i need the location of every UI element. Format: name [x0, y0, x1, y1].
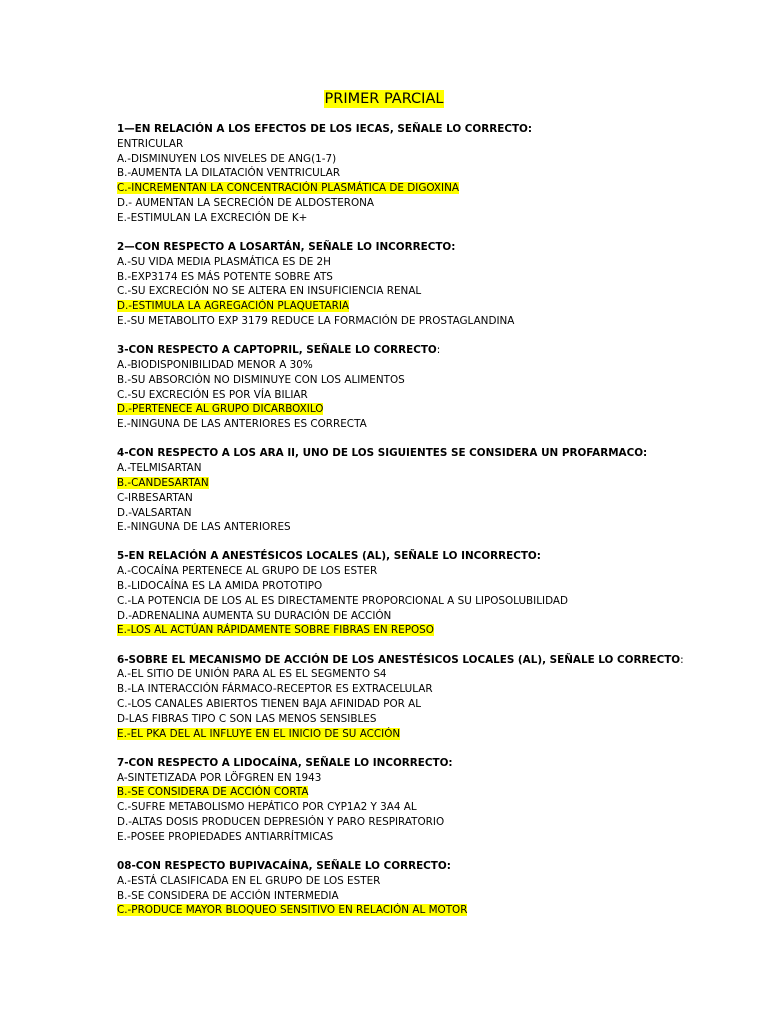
question-heading-text: 5-EN RELACIÓN A ANESTÉSICOS LOCALES (AL), SEÑALE LO INCORRECTO:: [117, 550, 541, 563]
question-heading-tail: :: [436, 344, 441, 357]
question-heading-text: 1—EN RELACIÓN A LOS EFECTOS DE LOS IECAS, SEÑALE LO CORRECTO:: [117, 123, 533, 135]
answer-option: [117, 830, 728, 845]
answer-option: [117, 771, 728, 786]
answer-option-text: C.-SU EXCRECIÓN NO SE ALTERA EN INSUFICIENCIA RENAL: [117, 285, 422, 298]
answer-option-text: C-IRBESARTAN: [117, 491, 193, 504]
answer-option: [117, 211, 728, 226]
answer-option: [117, 181, 728, 196]
answer-option: [117, 520, 728, 535]
answer-option-text: C.-SUFRE METABOLISMO HEPÁTICO POR CYP1A2 Y 3A4 AL: [117, 801, 417, 814]
question-heading: [117, 343, 728, 358]
question-heading: [117, 653, 728, 668]
question-heading: [117, 122, 728, 137]
answer-option-text-highlighted: C.-PRODUCE MAYOR BLOQUEO SENSITIVO EN RELACIÓN AL MOTOR: [117, 904, 468, 917]
answer-option-text-highlighted: B.-CANDESARTAN: [117, 476, 209, 489]
question-heading-text: 08-CON RESPECTO BUPIVACAÍNA, SEÑALE LO CORRECTO:: [117, 860, 451, 872]
question-heading-tail: :: [680, 653, 684, 666]
answer-option-text: B.-AUMENTA LA DILATACIÓN VENTRICULAR: [117, 167, 341, 180]
answer-option: [117, 785, 728, 800]
page-title: PRIMER PARCIAL: [324, 91, 444, 107]
answer-option: [117, 903, 728, 918]
answer-option: [117, 388, 728, 403]
question-heading-text: 7-CON RESPECTO A LIDOCAÍNA, SEÑALE LO INCORRECTO:: [117, 756, 453, 769]
answer-option: [117, 682, 728, 697]
answer-option: [117, 417, 728, 432]
answer-option-text: ENTRICULAR: [117, 137, 184, 150]
answer-option-text: A.-TELMISARTAN: [117, 462, 202, 475]
answer-option-text: B.-EXP3174 ES MÁS POTENTE SOBRE ATS: [117, 270, 333, 283]
answer-option-text: C.-SU EXCRECIÓN ES POR VÍA BILIAR: [117, 388, 308, 401]
answer-option-text-highlighted: E.-EL PKA DEL AL INFLUYE EN EL INICIO DE SU ACCIÓN: [117, 727, 401, 740]
answer-option: [117, 874, 728, 889]
answer-option-text: E.-ESTIMULAN LA EXCRECIÓN DE K+: [117, 211, 308, 224]
question-block: [117, 756, 728, 845]
answer-option-text: B.-SU ABSORCIÓN NO DISMINUYE CON LOS ALIMENTOS: [117, 373, 405, 386]
answer-option: [117, 506, 728, 521]
answer-option: [117, 196, 728, 211]
answer-option-text: A.-DISMINUYEN LOS NIVELES DE ANG(1-7): [117, 152, 337, 165]
answer-option: [117, 402, 728, 417]
answer-option-text: A.-ESTÁ CLASIFICADA EN EL GRUPO DE LOS ESTER: [117, 874, 381, 887]
answer-option: [117, 727, 728, 742]
question-block: [117, 122, 728, 226]
answer-option-text: D.-ADRENALINA AUMENTA SU DURACIÓN DE ACCIÓN: [117, 609, 392, 622]
answer-option: [117, 491, 728, 506]
question-block: [117, 446, 728, 535]
answer-option-text: B.-LA INTERACCIÓN FÁRMACO-RECEPTOR ES EXTRACELULAR: [117, 683, 433, 696]
answer-option-text-highlighted: E.-LOS AL ACTÚAN RÁPIDAMENTE SOBRE FIBRAS EN REPOSO: [117, 624, 434, 637]
answer-option: [117, 667, 728, 682]
answer-option: [117, 815, 728, 830]
answer-option: [117, 889, 728, 904]
answer-option-text-highlighted: B.-SE CONSIDERA DE ACCIÓN CORTA: [117, 786, 309, 799]
answer-option-text: B.-LIDOCAÍNA ES LA AMIDA PROTOTIPO: [117, 580, 323, 593]
question-heading: [117, 756, 728, 771]
answer-option-text: D.- AUMENTAN LA SECRECIÓN DE ALDOSTERONA: [117, 196, 375, 209]
answer-option-text: E.-POSEE PROPIEDADES ANTIARRÍTMICAS: [117, 830, 334, 843]
answer-option-text: E.-SU METABOLITO EXP 3179 REDUCE LA FORMACIÓN DE PROSTAGLANDINA: [117, 314, 515, 327]
question-heading-text: 2—CON RESPECTO A LOSARTÁN, SEÑALE LO INCORRECTO:: [117, 240, 456, 253]
answer-option-text: D-LAS FIBRAS TIPO C SON LAS MENOS SENSIBLES: [117, 712, 377, 725]
answer-option-text: D.-ALTAS DOSIS PRODUCEN DEPRESIÓN Y PARO RESPIRATORIO: [117, 816, 445, 829]
question-heading: [117, 240, 728, 255]
question-list: [117, 122, 728, 918]
answer-option-text-highlighted: D.-ESTIMULA LA AGREGACIÓN PLAQUETARIA: [117, 300, 349, 313]
answer-option: [117, 697, 728, 712]
title-block: [0, 88, 768, 114]
answer-option-text: C.-LOS CANALES ABIERTOS TIENEN BAJA AFINIDAD POR AL: [117, 698, 422, 711]
question-heading-text: 4-CON RESPECTO A LOS ARA II, UNO DE LOS SIGUIENTES SE CONSIDERA UN PROFARMACO:: [117, 447, 648, 460]
answer-option: [117, 299, 728, 314]
answer-option: [117, 609, 728, 624]
answer-option: [117, 314, 728, 329]
answer-option: [117, 712, 728, 727]
question-heading-text: 6-SOBRE EL MECANISMO DE ACCIÓN DE LOS ANESTÉSICOS LOCALES (AL), SEÑALE LO CORRECTO: [117, 653, 681, 666]
answer-option-text: E.-NINGUNA DE LAS ANTERIORES ES CORRECTA: [117, 418, 367, 431]
question-heading: [117, 446, 728, 461]
answer-option-text: A.-SU VIDA MEDIA PLASMÁTICA ES DE 2H: [117, 255, 331, 268]
answer-option-text: A.-BIODISPONIBILIDAD MENOR A 30%: [117, 358, 313, 371]
answer-option: [117, 255, 728, 270]
answer-option-text: D.-VALSARTAN: [117, 506, 192, 519]
question-block: [117, 240, 728, 329]
answer-option-text: A.-EL SITIO DE UNIÓN PARA AL ES EL SEGMENTO S4: [117, 668, 387, 681]
answer-option: [117, 166, 728, 181]
answer-option: [117, 623, 728, 638]
answer-option: [117, 800, 728, 815]
question-block: [117, 343, 728, 432]
answer-option: [117, 564, 728, 579]
answer-option: [117, 476, 728, 491]
answer-option: [117, 358, 728, 373]
answer-option: [117, 373, 728, 388]
answer-option-text: A.-COCAÍNA PERTENECE AL GRUPO DE LOS ESTER: [117, 565, 378, 578]
answer-option-text: E.-NINGUNA DE LAS ANTERIORES: [117, 521, 291, 534]
answer-option: [117, 152, 728, 167]
answer-option: [117, 137, 728, 152]
answer-option-text: B.-SE CONSIDERA DE ACCIÓN INTERMEDIA: [117, 889, 339, 902]
answer-option: [117, 594, 728, 609]
question-heading-text: 3-CON RESPECTO A CAPTOPRIL, SEÑALE LO CORRECTO: [117, 344, 437, 357]
answer-option: [117, 270, 728, 285]
question-heading: [117, 859, 728, 874]
answer-option: [117, 461, 728, 476]
answer-option-text: A-SINTETIZADA POR LÖFGREN EN 1943: [117, 771, 322, 784]
answer-option-text-highlighted: C.-INCREMENTAN LA CONCENTRACIÓN PLASMÁTICA DE DIGOXINA: [117, 182, 459, 195]
question-block: [117, 859, 728, 918]
answer-option-text: C.-LA POTENCIA DE LOS AL ES DIRECTAMENTE PROPORCIONAL A SU LIPOSOLUBILIDAD: [117, 594, 569, 607]
question-block: [117, 653, 728, 742]
answer-option-text-highlighted: D.-PERTENECE AL GRUPO DICARBOXILO: [117, 403, 324, 416]
question-block: [117, 549, 728, 638]
answer-option: [117, 579, 728, 594]
question-heading: [117, 549, 728, 564]
answer-option: [117, 284, 728, 299]
